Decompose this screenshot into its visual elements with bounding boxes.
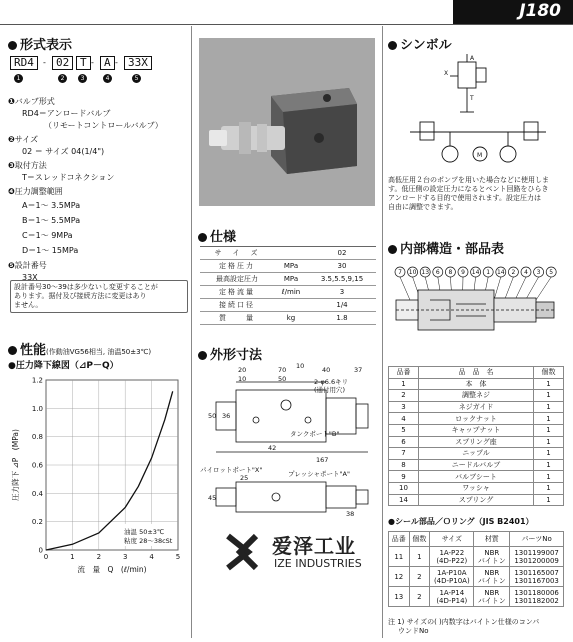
callout-leader (400, 277, 410, 300)
marker-2: 2 (58, 74, 67, 83)
y-axis-label: 圧力降下 ⊿P (MPa) (11, 429, 20, 501)
seal-note: 注 1) サイズの( )内数字はバイトン仕様のコンパ ウンドNo (388, 618, 540, 635)
pressure-drop-chart (8, 374, 190, 586)
column-divider-1 (191, 26, 192, 638)
svg-text:T: T (470, 95, 474, 102)
svg-text:パイロットポート"X": パイロットポート"X" (200, 466, 263, 474)
callout-leader (505, 277, 514, 300)
table-row: 14 スプリング 1 (389, 494, 564, 506)
table-row: 6 スプリング座 1 (389, 436, 564, 448)
internal-title: 内部構造・部品表 (388, 238, 504, 257)
table-row: 2 調整ネジ 1 (389, 390, 564, 402)
product-photo (199, 38, 375, 206)
callout-label: 8 (448, 269, 453, 276)
item-3-label: ❸取付方法 (8, 161, 47, 170)
y-tick-label: 1.2 (31, 376, 43, 385)
svg-text:M: M (477, 152, 483, 159)
callout-leader (515, 277, 526, 300)
table-row: 13 2 1A-P14 (4D-P14) NBR バイトン 1301180006 1301182002 (389, 587, 564, 607)
model-note: 設計番号30～39は多少ないし変更することが あります。据付及び接続方法に変更はあり ません。 (10, 280, 188, 313)
callout-label: 6 (435, 269, 440, 276)
x-tick-label: 0 (43, 553, 49, 561)
callout-leader (494, 277, 501, 300)
code-part-1: RD4 (10, 56, 38, 70)
y-tick-label: 1.0 (31, 404, 43, 413)
logo-mark-icon (218, 528, 266, 576)
code-part-2: 02 (52, 56, 73, 70)
callout-label: 13 (421, 269, 430, 276)
logo-text-cn: 爱泽工业 (272, 534, 356, 558)
model-items: ❶バルブ形式 RD4＝アンロードバルブ （リモートコントロールバルブ） ❷サイズ 02 ＝ サイズ 04(1/4") ❸取付方法 T＝スレッドコネクション ❹圧力調整範囲 A＝1～ 3.5MPa B＝1～ 5.5MPa C＝1～ 9MPa D＝1～ 15MPa ❺設計番号 33X (8, 96, 190, 284)
item-5-label: ❺設計番号 (8, 261, 47, 270)
callout-label: 2 (511, 269, 516, 276)
callout-label: 9 (461, 269, 465, 276)
header-rule (0, 24, 573, 25)
model-code: RD4 - 02 T - A - 33X 1 2 3 4 5 (10, 56, 190, 86)
y-tick-label: 0.8 (31, 433, 43, 442)
svg-text:37: 37 (354, 366, 363, 374)
internal-structure-drawing (390, 264, 566, 356)
annotation-viscosity: 粘度 28～38cSt (124, 537, 173, 545)
y-tick-label: 0.2 (31, 518, 43, 527)
svg-text:20: 20 (238, 366, 247, 374)
marker-3: 3 (78, 74, 87, 83)
svg-text:10: 10 (238, 375, 247, 383)
svg-text:(通付用穴): (通付用穴) (314, 386, 346, 394)
callout-label: 5 (549, 269, 554, 276)
callout-label: 14 (496, 269, 505, 276)
svg-text:プレッシャポート"A": プレッシャポート"A" (288, 470, 350, 478)
performance-title: 性能(作動油VG56相当, 油温50±3℃) (8, 339, 151, 358)
spec-title: 仕様 (198, 226, 236, 245)
annotation-temp: 油温 50±3℃ (124, 528, 165, 536)
svg-text:X: X (444, 70, 449, 77)
callout-label: 4 (524, 269, 528, 276)
svg-text:50: 50 (278, 375, 287, 383)
x-tick-label: 4 (149, 553, 154, 561)
seal-table: 品番 個数 サイズ 材質 パーツNo 11 1 1A-P22 (4D-P22) NBR バイトン 1301199007 1301200009 12 2 1A-P10A (4D-P10A) NBR バイトン 1301165007 1301167003 13 2 1A-P14 (4D-P14) NBR バイトン 1301180006 1301182002 (388, 531, 564, 607)
svg-text:A: A (470, 55, 475, 62)
svg-text:10: 10 (296, 362, 305, 370)
table-row: 8 ニードルバルブ 1 (389, 459, 564, 471)
table-row: 11 1 1A-P22 (4D-P22) NBR バイトン 1301199007 1301200009 (389, 547, 564, 567)
y-tick-label: 0.4 (31, 489, 43, 498)
hydraulic-symbol (390, 52, 566, 170)
callout-label: 3 (536, 269, 541, 276)
svg-text:50: 50 (208, 412, 217, 420)
svg-text:167: 167 (316, 456, 329, 464)
valve-photo-drawing (199, 38, 375, 206)
dimension-side-view (196, 464, 380, 518)
table-row: 7 ニップル 1 (389, 448, 564, 460)
marker-4: 4 (103, 74, 112, 83)
table-row: 3 ネジガイド 1 (389, 401, 564, 413)
item-2-label: ❷サイズ (8, 135, 39, 144)
callout-leader (536, 277, 551, 300)
callout-label: 14 (471, 269, 480, 276)
chart-title: ●圧力降下線図（⊿P－Q） (8, 361, 119, 371)
svg-text:40: 40 (322, 366, 331, 374)
svg-text:38: 38 (346, 510, 355, 518)
seal-title: ●シール部品／Ｏリング（JIS B2401） (388, 517, 534, 526)
callout-label: 10 (408, 269, 417, 276)
table-row: 1 本 体 1 (389, 378, 564, 390)
svg-text:45: 45 (208, 494, 217, 502)
table-row: 10 ワッシャ 1 (389, 482, 564, 494)
column-divider-2 (382, 26, 383, 638)
y-tick-label: 0.6 (31, 461, 43, 470)
svg-text:42: 42 (268, 444, 277, 452)
callout-leader (526, 277, 539, 300)
callout-label: 1 (486, 269, 491, 276)
svg-text:70: 70 (278, 366, 287, 374)
symbol-description: 高低圧用２台のポンプを用いた場合などに使用しま す。低圧側の設定圧力になるとベント回路をひらき アンロードする目的で使用されます。設定圧力は 自由に調整できます。 (388, 176, 549, 211)
series-tab (453, 0, 573, 24)
callout-label: 7 (398, 269, 402, 276)
spec-table: サ イ ズ 02 定格圧力 MPa 30 最高設定圧力 MPa 3.5,5.5,9,15 定格流量 ℓ/min 3 接続口径 1/4 質 量 kg 1.8 (200, 246, 376, 325)
code-part-4: A (100, 56, 115, 70)
svg-text:タンクポート"B": タンクポート"B" (290, 430, 340, 438)
parts-table: 品番 品 品 名 個数 1 本 体 1 2 調整ネジ 1 3 ネジガイド 1 4 ロックナット 1 5 キャップナット 1 6 スプリング座 1 7 ニップル 1 8 ニードルバルブ 1 9 バルブシート 1 10 ワッシャ 1 14 スプリング 1 (388, 366, 564, 506)
model-title: 形式表示 (8, 34, 72, 53)
x-tick-label: 3 (122, 553, 128, 561)
x-tick-label: 5 (175, 553, 181, 561)
dimensions-title: 外形寸法 (198, 344, 262, 363)
table-row: 5 キャップナット 1 (389, 424, 564, 436)
y-tick-label: 0 (38, 546, 43, 555)
code-part-5: 33X (124, 56, 152, 70)
table-row: 4 ロックナット 1 (389, 413, 564, 425)
company-logo (218, 524, 378, 584)
symbol-title: シンボル (388, 34, 452, 53)
item-4-label: ❹圧力調整範囲 (8, 187, 63, 196)
table-row: 9 バルブシート 1 (389, 471, 564, 483)
x-axis-label: 流 量 Q (ℓ/min) (77, 565, 147, 574)
marker-1: 1 (14, 74, 23, 83)
svg-text:36: 36 (222, 412, 231, 420)
logo-text-en: IZE INDUSTRIES (274, 557, 362, 570)
marker-5: 5 (132, 74, 141, 83)
x-tick-label: 2 (96, 553, 102, 561)
x-tick-label: 1 (70, 553, 75, 561)
svg-text:2-φ6.6キリ: 2-φ6.6キリ (314, 378, 349, 386)
table-row: 12 2 1A-P10A (4D-P10A) NBR バイトン 1301165007 1301167003 (389, 567, 564, 587)
code-part-3: T (76, 56, 91, 70)
series-label: J180 (519, 1, 561, 21)
item-1-label: ❶バルブ形式 (8, 97, 55, 106)
svg-text:25: 25 (240, 474, 249, 482)
